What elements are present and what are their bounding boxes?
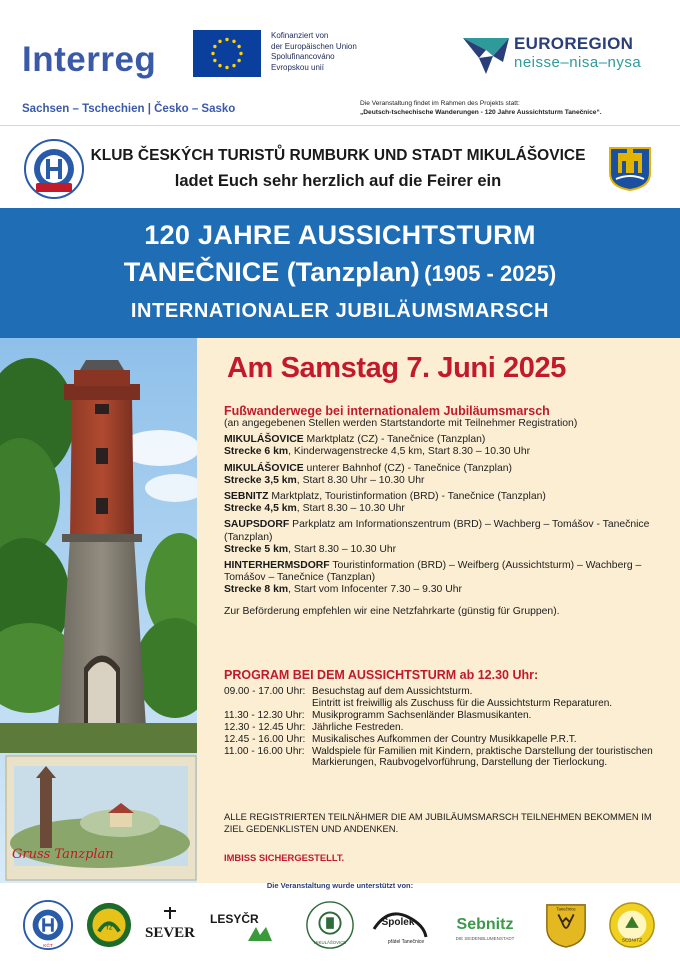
route-item [224, 434, 674, 458]
stag-label: Tanečnice [556, 906, 576, 912]
postcard-caption: Gruss Tanzplan [12, 847, 114, 862]
club-invitation-subtitle: ladet Euch sehr herzlich auf die Feirer ein [174, 172, 502, 190]
club-badge-icon [24, 139, 84, 199]
euroregion-name: EUROREGION [514, 34, 634, 53]
routes-subheading: (an angegebenen Stellen werden Startstandorte mit Teilnehmer Registration) [224, 418, 578, 429]
program-desc: Waldspiele für Familien mit Kindern, praktische Darstellung der touristischen Markierungen, Raubvogelvorführung, Darstellung der Tierlockung. [312, 745, 653, 769]
project-note-line: Die Veranstaltung findet im Rahmen des Projekts statt: [360, 100, 520, 107]
event-date: Am Samstag 7. Juni 2025 [227, 352, 566, 384]
medal-logo [604, 899, 660, 951]
program-time: 12.30 - 12.45 Uhr: [224, 721, 306, 733]
euroregion-logo-icon [463, 34, 509, 76]
title-banner [0, 208, 680, 338]
kct-logo [18, 899, 78, 951]
eu-star [239, 52, 242, 55]
lesy-cr-logo [208, 899, 278, 951]
route-item [224, 560, 674, 597]
banner-event-name: INTERNATIONALER JUBILÄUMSMARSCH [130, 300, 550, 322]
region-line: Sachsen – Tschechien | Česko – Sasko [22, 103, 236, 115]
kct-label: KČT [43, 944, 53, 950]
route-desc: Touristinformation (BRD) – Weifberg (Aussichtsturm) – Wachberg – Tomášov – Tanečnice (Tanzplan) [224, 560, 642, 584]
route-place: MIKULÁŠOVICE [224, 462, 304, 474]
program-item [224, 722, 674, 734]
route-place: SEBNITZ [224, 491, 269, 503]
mikulasovice-coat-of-arms-icon [608, 139, 652, 191]
anniversary-years: (1905 - 2025) [424, 261, 557, 286]
program-desc: Musikalisches Aufkommen der Country Musikkapelle P.R.T. [312, 733, 577, 745]
program-item [224, 710, 674, 722]
project-note-title: „Deutsch-tschechische Wanderungen - 120 Jahre Aussichtsturm Tanečnice“. [360, 109, 602, 116]
route-distance: Strecke 8 km [224, 584, 289, 596]
transport-note: Zur Beförderung empfehlen wir eine Netzfahrkarte (günstig für Gruppen). [224, 605, 560, 617]
route-place: SAUPSDORF [224, 519, 290, 531]
eu-line: Kofinanziert von [271, 31, 329, 40]
header-divider [0, 125, 680, 126]
project-note [360, 99, 670, 117]
banner-title: 120 JAHRE AUSSICHTSTURM [144, 220, 536, 250]
sebnitz-sub: DIE SEIDENBLUMENSTADT [455, 936, 515, 941]
eu-star [225, 66, 228, 69]
route-distance: Strecke 5 km [224, 543, 289, 555]
program-time: 11.00 - 16.00 Uhr: [224, 745, 305, 757]
routes-section [224, 404, 674, 618]
stag-shield-logo [540, 899, 592, 951]
eu-line: Evropskou unií [271, 62, 324, 72]
program-time: 12.45 - 16.00 Uhr: [224, 733, 306, 745]
catering-note: IMBISS SICHERGESTELLT. [224, 852, 345, 863]
medal-label: SEBNITZ [621, 938, 643, 944]
mikulasovice-label: MIKULÁŠOVICE [313, 940, 347, 946]
program-time: 11.30 - 12.30 Uhr: [224, 709, 305, 721]
eu-cofinance-text [271, 31, 401, 73]
eu-line: Spolufinancováno [271, 52, 335, 61]
route-item [224, 519, 674, 556]
interreg-logo: Interreg [22, 40, 157, 79]
closing-note: ALLE REGISTRIERTEN TEILNÄHMER DIE AM JUBILÄUMSMARSCH TEILNEHMEN BEKOMMEN IM ZIEL GEDENKLISTEN UND ANDENKEN. [224, 811, 652, 834]
route-item [224, 491, 674, 515]
sebnitz-logo [445, 899, 525, 951]
eu-line: der Europäischen Union [271, 41, 357, 51]
program-item [224, 734, 674, 746]
lesy-label: LESYČR [210, 912, 259, 926]
program-item [224, 746, 674, 770]
program-item [224, 698, 674, 710]
route-desc: Parkplatz am Informationszentrum (BRD) – Wachberg – Tomášov - Tanečnice (Tanzplan) [224, 519, 650, 543]
program-desc: Musikprogramm Sachsenländer Blasmusikanten. [312, 709, 532, 721]
program-desc: Besuchstag auf dem Aussichtsturm. [312, 686, 473, 697]
tower-photo [0, 338, 197, 883]
program-item [224, 686, 674, 698]
eu-star [232, 40, 235, 43]
route-distance: Strecke 3,5 km [224, 474, 297, 486]
program-list [224, 686, 674, 769]
header [0, 0, 680, 125]
route-time: , Start 8.30 – 10.30 Uhr [288, 543, 397, 555]
route-distance: Strecke 6 km [224, 446, 289, 458]
program-heading: PROGRAM BEI DEM AUSSICHTSTURM ab 12.30 Uhr: [224, 668, 539, 682]
route-desc: Marktplatz, Touristinformation (BRD) - Tanečnice (Tanzplan) [268, 491, 546, 503]
route-time: , Start vom Infocenter 7.30 – 9.30 Uhr [288, 584, 462, 596]
event-info-panel [197, 338, 680, 883]
route-time: , Kinderwagenstrecke 4,5 km, Start 8.30 – 10.30 Uhr [288, 446, 531, 458]
sever-label: SEVER [144, 925, 196, 941]
club-invitation-title: KLUB ČESKÝCH TURISTŮ RUMBURK UND STADT MIKULÁŠOVICE [90, 147, 586, 164]
eu-flag-icon [193, 30, 261, 77]
program-desc: Jährliche Festreden. [312, 721, 404, 733]
mikulasovice-logo [300, 899, 360, 951]
banner-subtitle [0, 257, 680, 288]
eu-star [213, 45, 216, 48]
eu-star [237, 45, 240, 48]
sebnitz-label: Sebnitz [456, 916, 514, 933]
route-desc: unterer Bahnhof (CZ) - Tanečnice (Tanzplan) [303, 462, 512, 474]
program-time: 09.00 - 17.00 Uhr: [224, 686, 306, 697]
tower-name: TANEČNICE (Tanzplan) [123, 257, 420, 287]
spolek-sub: přátel Tanečnice [387, 939, 425, 945]
eu-star [232, 64, 235, 67]
sponsors-heading: Die Veranstaltung wurde unterstützt von: [266, 881, 414, 890]
eu-star [225, 38, 228, 41]
routes-heading: Fußwanderwege bei internationalem Jubiläumsmarsch [224, 404, 550, 418]
program-time [224, 698, 312, 710]
spolek-label: Spolek [381, 917, 415, 928]
sever-logo [142, 899, 198, 951]
route-place: HINTERHERMSDORF [224, 560, 330, 572]
spolek-logo [368, 899, 434, 951]
tourist-zone-logo [82, 899, 136, 951]
route-place: MIKULÁŠOVICE [224, 434, 304, 446]
route-item [224, 463, 674, 487]
program-desc: Eintritt ist freiwillig als Zuschuss für die Aussichtsturm Reparaturen. [312, 697, 613, 709]
eu-star [218, 64, 221, 67]
eu-star [211, 52, 214, 55]
eu-star [218, 40, 221, 43]
eu-star [237, 59, 240, 62]
route-distance: Strecke 4,5 km [224, 503, 297, 515]
route-time: , Start 8.30 – 10.30 Uhr [296, 503, 405, 515]
tourist-zone-label: TZ [105, 925, 113, 932]
route-desc: Marktplatz (CZ) - Tanečnice (Tanzplan) [303, 434, 486, 446]
eu-star [213, 59, 216, 62]
route-time: , Start 8.30 Uhr – 10.30 Uhr [296, 474, 425, 486]
euroregion-subtitle: neisse–nisa–nysa [514, 54, 642, 71]
